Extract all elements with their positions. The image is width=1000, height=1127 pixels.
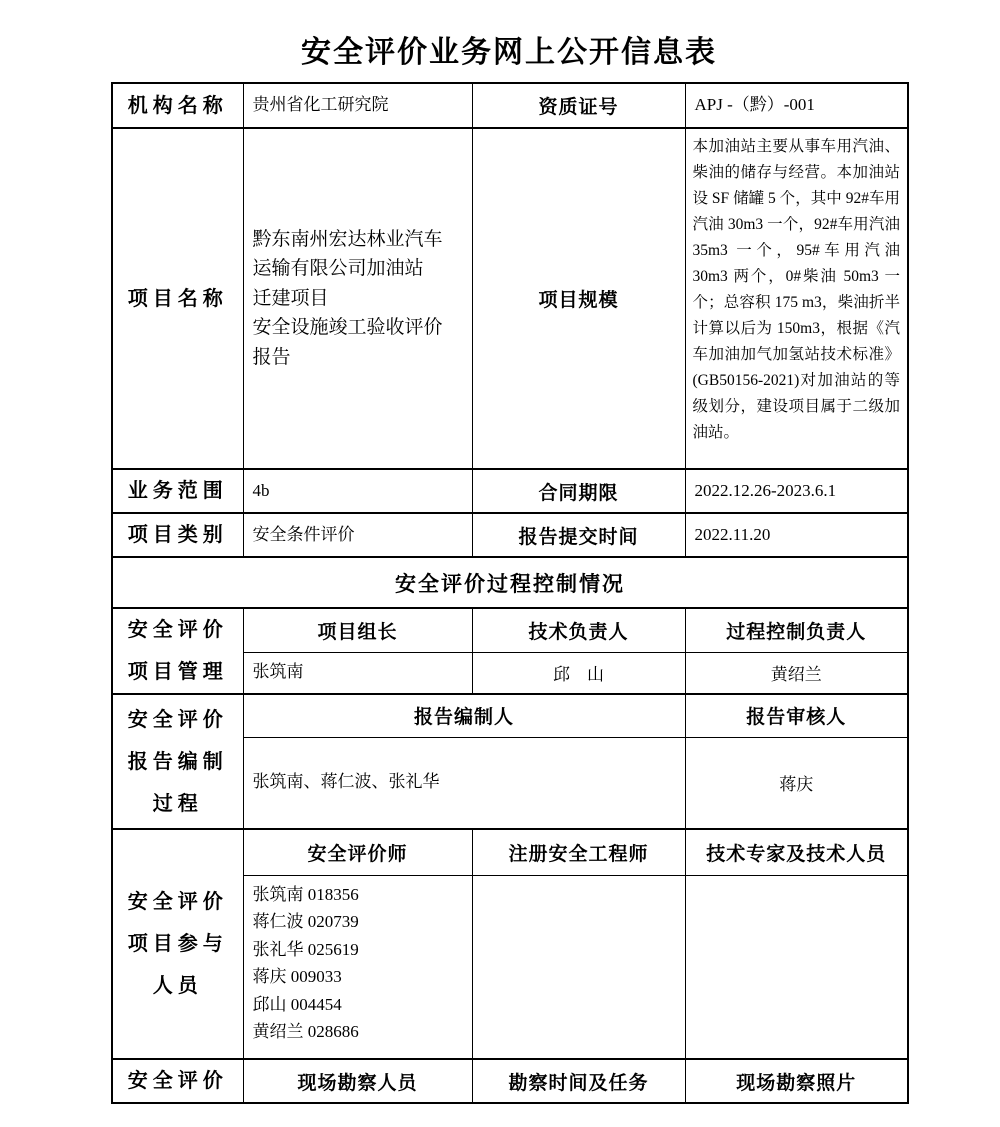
site-survey-photo-label: 现场勘察照片: [685, 1059, 908, 1103]
compilation-section-label: 安全评价 报告编制 过程: [112, 694, 243, 829]
row-process-header: [112, 557, 908, 608]
row-participants-header: [112, 829, 908, 875]
tech-expert-value: [685, 875, 908, 1059]
business-scope-value: 4b: [243, 469, 472, 513]
tech-expert-label: 技术专家及技术人员: [685, 829, 908, 875]
row-category: [112, 513, 908, 557]
project-name-value: 黔东南州宏达林业汽车 运输有限公司加油站 迁建项目 安全设施竣工验收评价 报告: [243, 128, 472, 469]
row-scope: [112, 469, 908, 513]
row-project: [112, 128, 908, 469]
report-reviewer-value: 蒋庆: [685, 737, 908, 829]
report-reviewer-label: 报告审核人: [685, 694, 908, 737]
registered-engineer-label: 注册安全工程师: [472, 829, 685, 875]
report-submit-label: 报告提交时间: [472, 513, 685, 557]
project-scale-label: 项目规模: [472, 128, 685, 469]
info-table: [111, 82, 909, 1104]
project-scale-value: 本加油站主要从事车用汽油、柴油的储存与经营。本加油站设 SF 储罐 5 个，其中 92#车用汽油 30m3 一个，92#车用汽油 35m3 一个，95#车用汽油 30m3 两个，0#柴油 50m3 一个；总容积 175 m3，柴油折半计算以后为 150m3，根据《汽车加油加气加氢站技术标准》(GB50156-2021)对加油站的等级划分，建设项目属于二级加油站。: [685, 128, 908, 469]
project-leader-value: 张筑南: [243, 652, 472, 694]
row-org: [112, 83, 908, 128]
org-name-value: 贵州省化工研究院: [243, 83, 472, 128]
management-section-label: 安全评价 项目管理: [112, 608, 243, 694]
business-scope-label: 业务范围: [112, 469, 243, 513]
registered-engineer-value: [472, 875, 685, 1059]
safety-assessor-value: 张筑南 018356 蒋仁波 020739 张礼华 025619 蒋庆 009033 邱山 004454 黄绍兰 028686: [243, 875, 472, 1059]
page-title: 安全评价业务网上公开信息表: [301, 36, 717, 69]
participants-section-label: 安全评价 项目参与 人员: [112, 829, 243, 1059]
safety-assessor-label: 安全评价师: [243, 829, 472, 875]
row-survey-header: [112, 1059, 908, 1103]
process-control-section-header: 安全评价过程控制情况: [112, 557, 908, 608]
contract-period-label: 合同期限: [472, 469, 685, 513]
project-name-label: 项目名称: [112, 128, 243, 469]
report-compiler-label: 报告编制人: [243, 694, 685, 737]
project-category-value: 安全条件评价: [243, 513, 472, 557]
survey-section-label: 安全评价: [112, 1059, 243, 1103]
row-management-header: [112, 608, 908, 652]
site-survey-personnel-label: 现场勘察人员: [243, 1059, 472, 1103]
project-category-label: 项目类别: [112, 513, 243, 557]
tech-director-value: 邱 山: [472, 652, 685, 694]
tech-director-label: 技术负责人: [472, 608, 685, 652]
process-control-director-label: 过程控制负责人: [685, 608, 908, 652]
cert-no-label: 资质证号: [472, 83, 685, 128]
process-control-director-value: 黄绍兰: [685, 652, 908, 694]
project-leader-label: 项目组长: [243, 608, 472, 652]
cert-no-value: APJ -（黔）-001: [685, 83, 908, 128]
row-compilation-header: [112, 694, 908, 737]
report-compiler-value: 张筑南、蒋仁波、张礼华: [243, 737, 685, 829]
org-name-label: 机构名称: [112, 83, 243, 128]
contract-period-value: 2022.12.26-2023.6.1: [685, 469, 908, 513]
survey-time-task-label: 勘察时间及任务: [472, 1059, 685, 1103]
report-submit-value: 2022.11.20: [685, 513, 908, 557]
